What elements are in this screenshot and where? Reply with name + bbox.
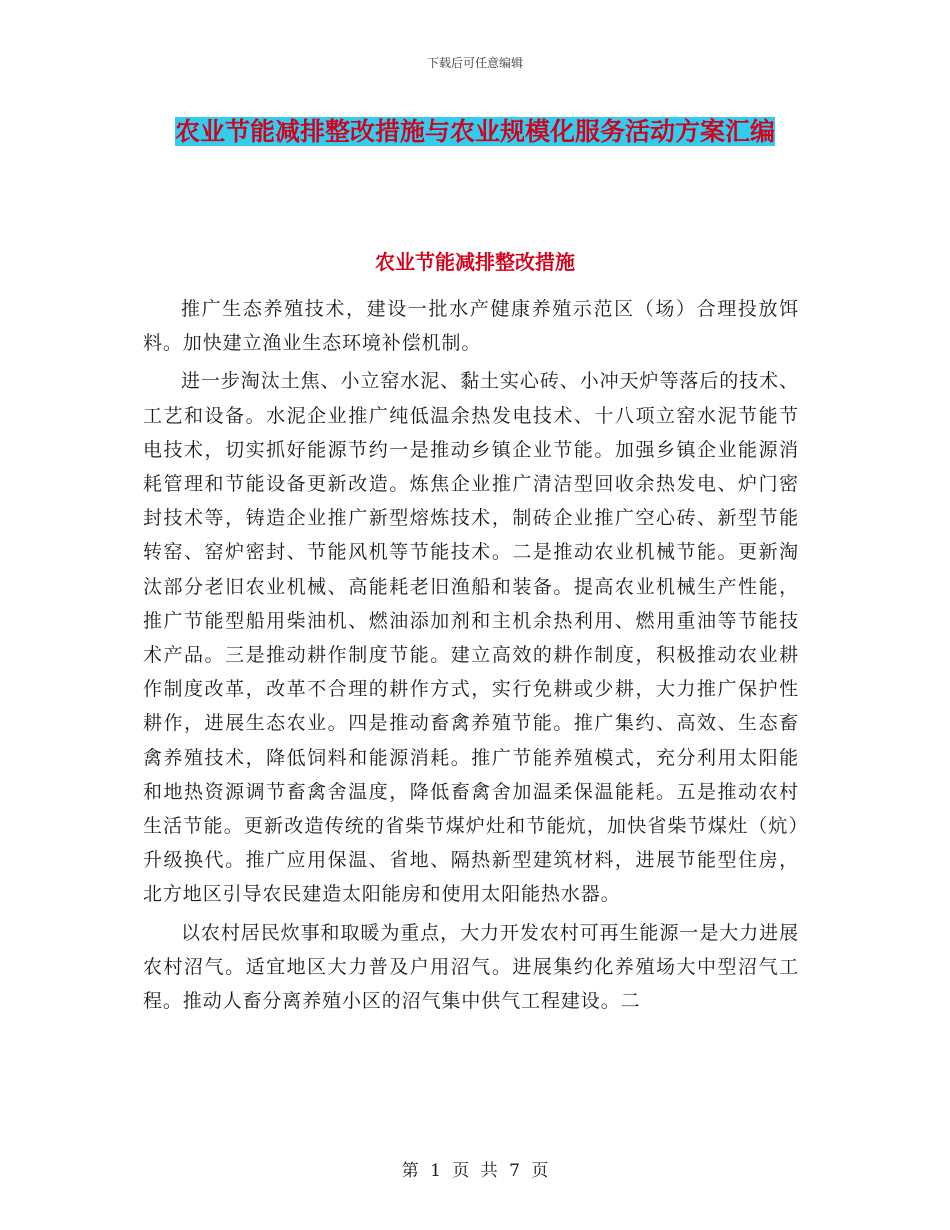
paragraph: 推广生态养殖技术，建设一批水产健康养殖示范区（场）合理投放饵料。加快建立渔业生态环境补偿机制。 (143, 298, 799, 355)
document-title (140, 110, 810, 154)
header-note: 下载后可任意编辑 (426, 56, 523, 70)
document-title-text: 农业节能减排整改措施与农业规模化服务活动方案汇编 (174, 117, 775, 146)
page-footer: 第 1 页 共 7 页 (401, 1161, 549, 1181)
section-title: 农业节能减排整改措施 (375, 250, 575, 274)
paragraph: 以农村居民炊事和取暖为重点，大力开发农村可再生能源一是大力进展农村沼气。适宜地区大力普及户用沼气。进展集约化养殖场大中型沼气工程。推动人畜分离养殖小区的沼气集中供气工程建设。二 (143, 921, 799, 1013)
paragraph: 进一步淘汰土焦、小立窑水泥、黏土实心砖、小冲天炉等落后的技术、工艺和设备。水泥企业推广纯低温余热发电技术、十八项立窑水泥节能节电技术，切实抓好能源节约一是推动乡镇企业节能。加强乡镇企业能源消耗管理和节能设备更新改造。炼焦企业推广清洁型回收余热发电、炉门密封技术等，铸造企业推广新型熔炼技术，制砖企业推广空心砖、新型节能转窑、窑炉密封、节能风机等节能技术。二是推动农业机械节能。更新淘汰部分老旧农业机械、高能耗老旧渔船和装备。提高农业机械生产性能，推广节能型船用柴油机、燃油添加剂和主机余热利用、燃用重油等节能技术产品。三是推动耕作制度节能。建立高效的耕作制度，积极推动农业耕作制度改革，改革不合理的耕作方式，实行免耕或少耕，大力推广保护性耕作，进展生态农业。四是推动畜禽养殖节能。推广集约、高效、生态畜禽养殖技术，降低饲料和能源消耗。推广节能养殖模式，充分利用太阳能和地热资源调节畜禽舍温度，降低畜禽舍加温柔保温能耗。五是推动农村生活节能。更新改造传统的省柴节煤炉灶和节能炕，加快省柴节煤灶（炕）升级换代。推广应用保温、省地、隔热新型建筑材料，进展节能型住房，北方地区引导农民建造太阳能房和使用太阳能热水器。 (143, 370, 799, 906)
body-text (143, 292, 799, 1022)
